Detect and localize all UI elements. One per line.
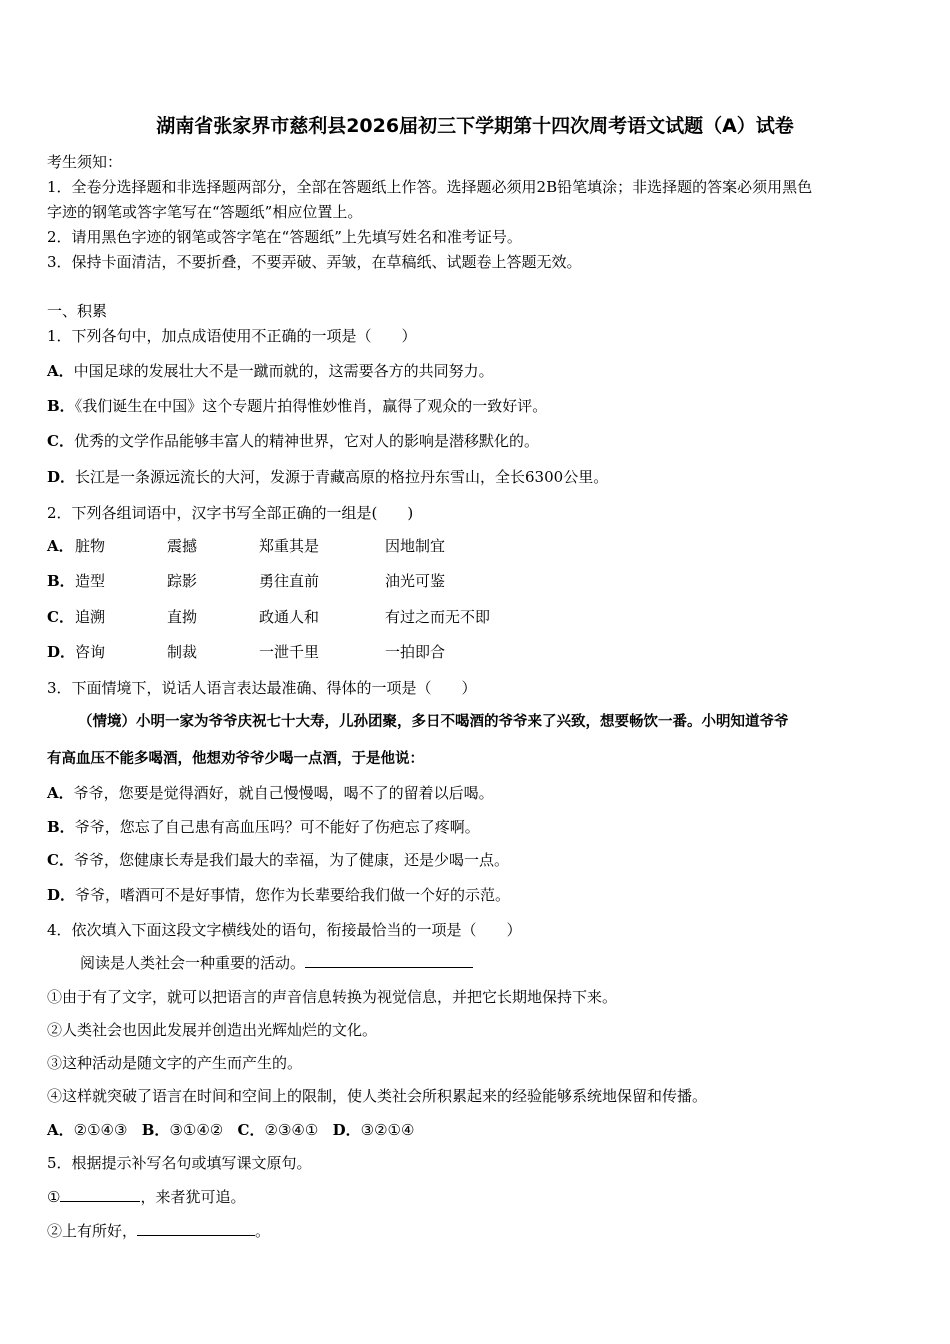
option-letter: D．: [47, 643, 76, 661]
option-text: ②③④①: [264, 1121, 319, 1139]
q4-sentence: ③这种活动是随文字的产生而产生的。: [47, 1054, 303, 1072]
q3-context: （情境）小明一家为爷爷庆祝七十大寿，儿孙团聚，多日不喝酒的爷爷来了兴致，想要畅饮一番。小明知道爷爷: [78, 713, 789, 730]
option-letter: D．: [47, 468, 76, 486]
option-letter: A．: [47, 784, 74, 802]
notice-line: 3．保持卡面清洁，不要折叠，不要弄破、弄皱，在草稿纸、试题卷上答题无效。: [47, 253, 582, 271]
word-cell: 制裁: [167, 643, 198, 661]
option-letter: A．: [47, 362, 74, 380]
word-cell: 郑重其是: [259, 537, 320, 555]
q3-option-d: [47, 885, 510, 905]
word-cell: 造型: [75, 572, 106, 590]
notice-line: 2．请用黑色字迹的钢笔或答字笔在“答题纸”上先填写姓名和准考证号。: [47, 228, 522, 246]
section-heading: 一、积累: [47, 302, 108, 320]
q1-option-b: [47, 396, 547, 416]
q4-options: [47, 1120, 414, 1140]
item-text: ，来者犹可追。: [140, 1188, 246, 1206]
q4-sentence: ④这样就突破了语言在时间和空间上的限制，使人类社会所积累起来的经验能够系统地保留和传播。: [47, 1087, 708, 1105]
option-letter: A．: [47, 1121, 74, 1139]
option-text: 优秀的文学作品能够丰富人的精神世界，它对人的影响是潜移默化的。: [73, 432, 539, 450]
word-cell: 油光可鉴: [385, 572, 446, 590]
notice-heading: 考生须知：: [47, 153, 123, 171]
word-cell: 踪影: [167, 572, 198, 590]
option-letter: C．: [47, 432, 74, 450]
word-cell: 震撼: [167, 537, 198, 555]
q5-item: [47, 1187, 245, 1207]
answer-blank: [60, 1187, 140, 1202]
q4-lead: [80, 953, 473, 973]
item-prefix: ②上有所好，: [47, 1222, 138, 1240]
option-text: 中国足球的发展壮大不是一蹴而就的，这需要各方的共同努力。: [73, 362, 494, 380]
notice-line: 字迹的钢笔或答字笔写在“答题纸”相应位置上。: [47, 203, 363, 221]
option-letter: C．: [47, 608, 74, 626]
option-text: 长江是一条源远流长的大河，发源于青藏高原的格拉丹东雪山，全长6300公里。: [75, 468, 609, 486]
word-cell: 直拗: [167, 608, 198, 626]
q3-option-c: [47, 850, 509, 870]
option-text: 爷爷，您忘了自己患有高血压吗？可不能好了伤疤忘了疼啊。: [74, 818, 480, 836]
answer-blank: [137, 1221, 255, 1236]
question-5-stem: 5．根据提示补写名句或填写课文原句。: [47, 1154, 312, 1172]
option-letter: B．: [47, 397, 75, 415]
q3-option-a: [47, 783, 494, 803]
option-letter: D．: [332, 1121, 361, 1139]
q5-item: [47, 1221, 270, 1241]
option-text: ②①④③: [73, 1121, 128, 1139]
q4-sentence: ②人类社会也因此发展并创造出光辉灿烂的文化。: [47, 1021, 378, 1039]
option-letter: B．: [141, 1121, 170, 1139]
option-text: 爷爷，您要是觉得酒好，就自己慢慢喝，喝不了的留着以后喝。: [73, 784, 494, 802]
item-text: 。: [255, 1222, 271, 1240]
word-cell: 有过之而无不即: [385, 608, 491, 626]
question-3-stem: 3．下面情境下，说话人语言表达最准确、得体的一项是（ ）: [47, 679, 477, 697]
option-text: ③①④②: [169, 1121, 224, 1139]
word-cell: 咨询: [75, 643, 106, 661]
q4-sentence: ①由于有了文字，就可以把语言的声音信息转换为视觉信息，并把它长期地保持下来。: [47, 988, 618, 1006]
question-4-stem: 4．依次填入下面这段文字横线处的语句，衔接最恰当的一项是（ ）: [47, 921, 522, 939]
item-prefix: ①: [47, 1188, 61, 1206]
word-cell: 勇往直前: [259, 572, 320, 590]
lead-text: 阅读是人类社会一种重要的活动。: [80, 954, 306, 972]
option-letter: C．: [47, 851, 74, 869]
option-text: 爷爷，您健康长寿是我们最大的幸福，为了健康，还是少喝一点。: [73, 851, 509, 869]
option-letter: B．: [47, 818, 75, 836]
word-cell: 因地制宜: [385, 537, 446, 555]
option-text: 爷爷，嗜酒可不是好事情，您作为长辈要给我们做一个好的示范。: [75, 886, 511, 904]
notice-line: 1．全卷分选择题和非选择题两部分，全部在答题纸上作答。选择题必须用2B铅笔填涂；非选择题的答案必须用黑色: [47, 178, 813, 196]
word-cell: 一泄千里: [259, 643, 320, 661]
option-letter: B．: [47, 572, 75, 590]
question-1-stem: 1．下列各句中，加点成语使用不正确的一项是（ ）: [47, 327, 417, 345]
option-letter: A．: [47, 537, 74, 555]
option-letter: D．: [47, 886, 76, 904]
q1-option-d: [47, 467, 608, 487]
option-text: 《我们诞生在中国》这个专题片拍得惟妙惟肖，赢得了观众的一致好评。: [74, 397, 548, 415]
q3-option-b: [47, 817, 480, 837]
question-2-stem: 2．下列各组词语中，汉字书写全部正确的一组是( ): [47, 504, 414, 522]
answer-blank: [305, 953, 473, 968]
page-title: 湖南省张家界市慈利县2026届初三下学期第十四次周考语文试题（A）试卷: [156, 115, 794, 137]
word-cell: 政通人和: [259, 608, 320, 626]
option-text: ③②①④: [360, 1121, 415, 1139]
word-cell: 一拍即合: [385, 643, 446, 661]
q3-context: 有高血压不能多喝酒，他想劝爷爷少喝一点酒，于是他说：: [47, 750, 424, 767]
q1-option-a: [47, 361, 494, 381]
word-cell: 脏物: [75, 537, 106, 555]
q1-option-c: [47, 431, 539, 451]
word-cell: 追溯: [75, 608, 106, 626]
option-letter: C．: [237, 1121, 265, 1139]
